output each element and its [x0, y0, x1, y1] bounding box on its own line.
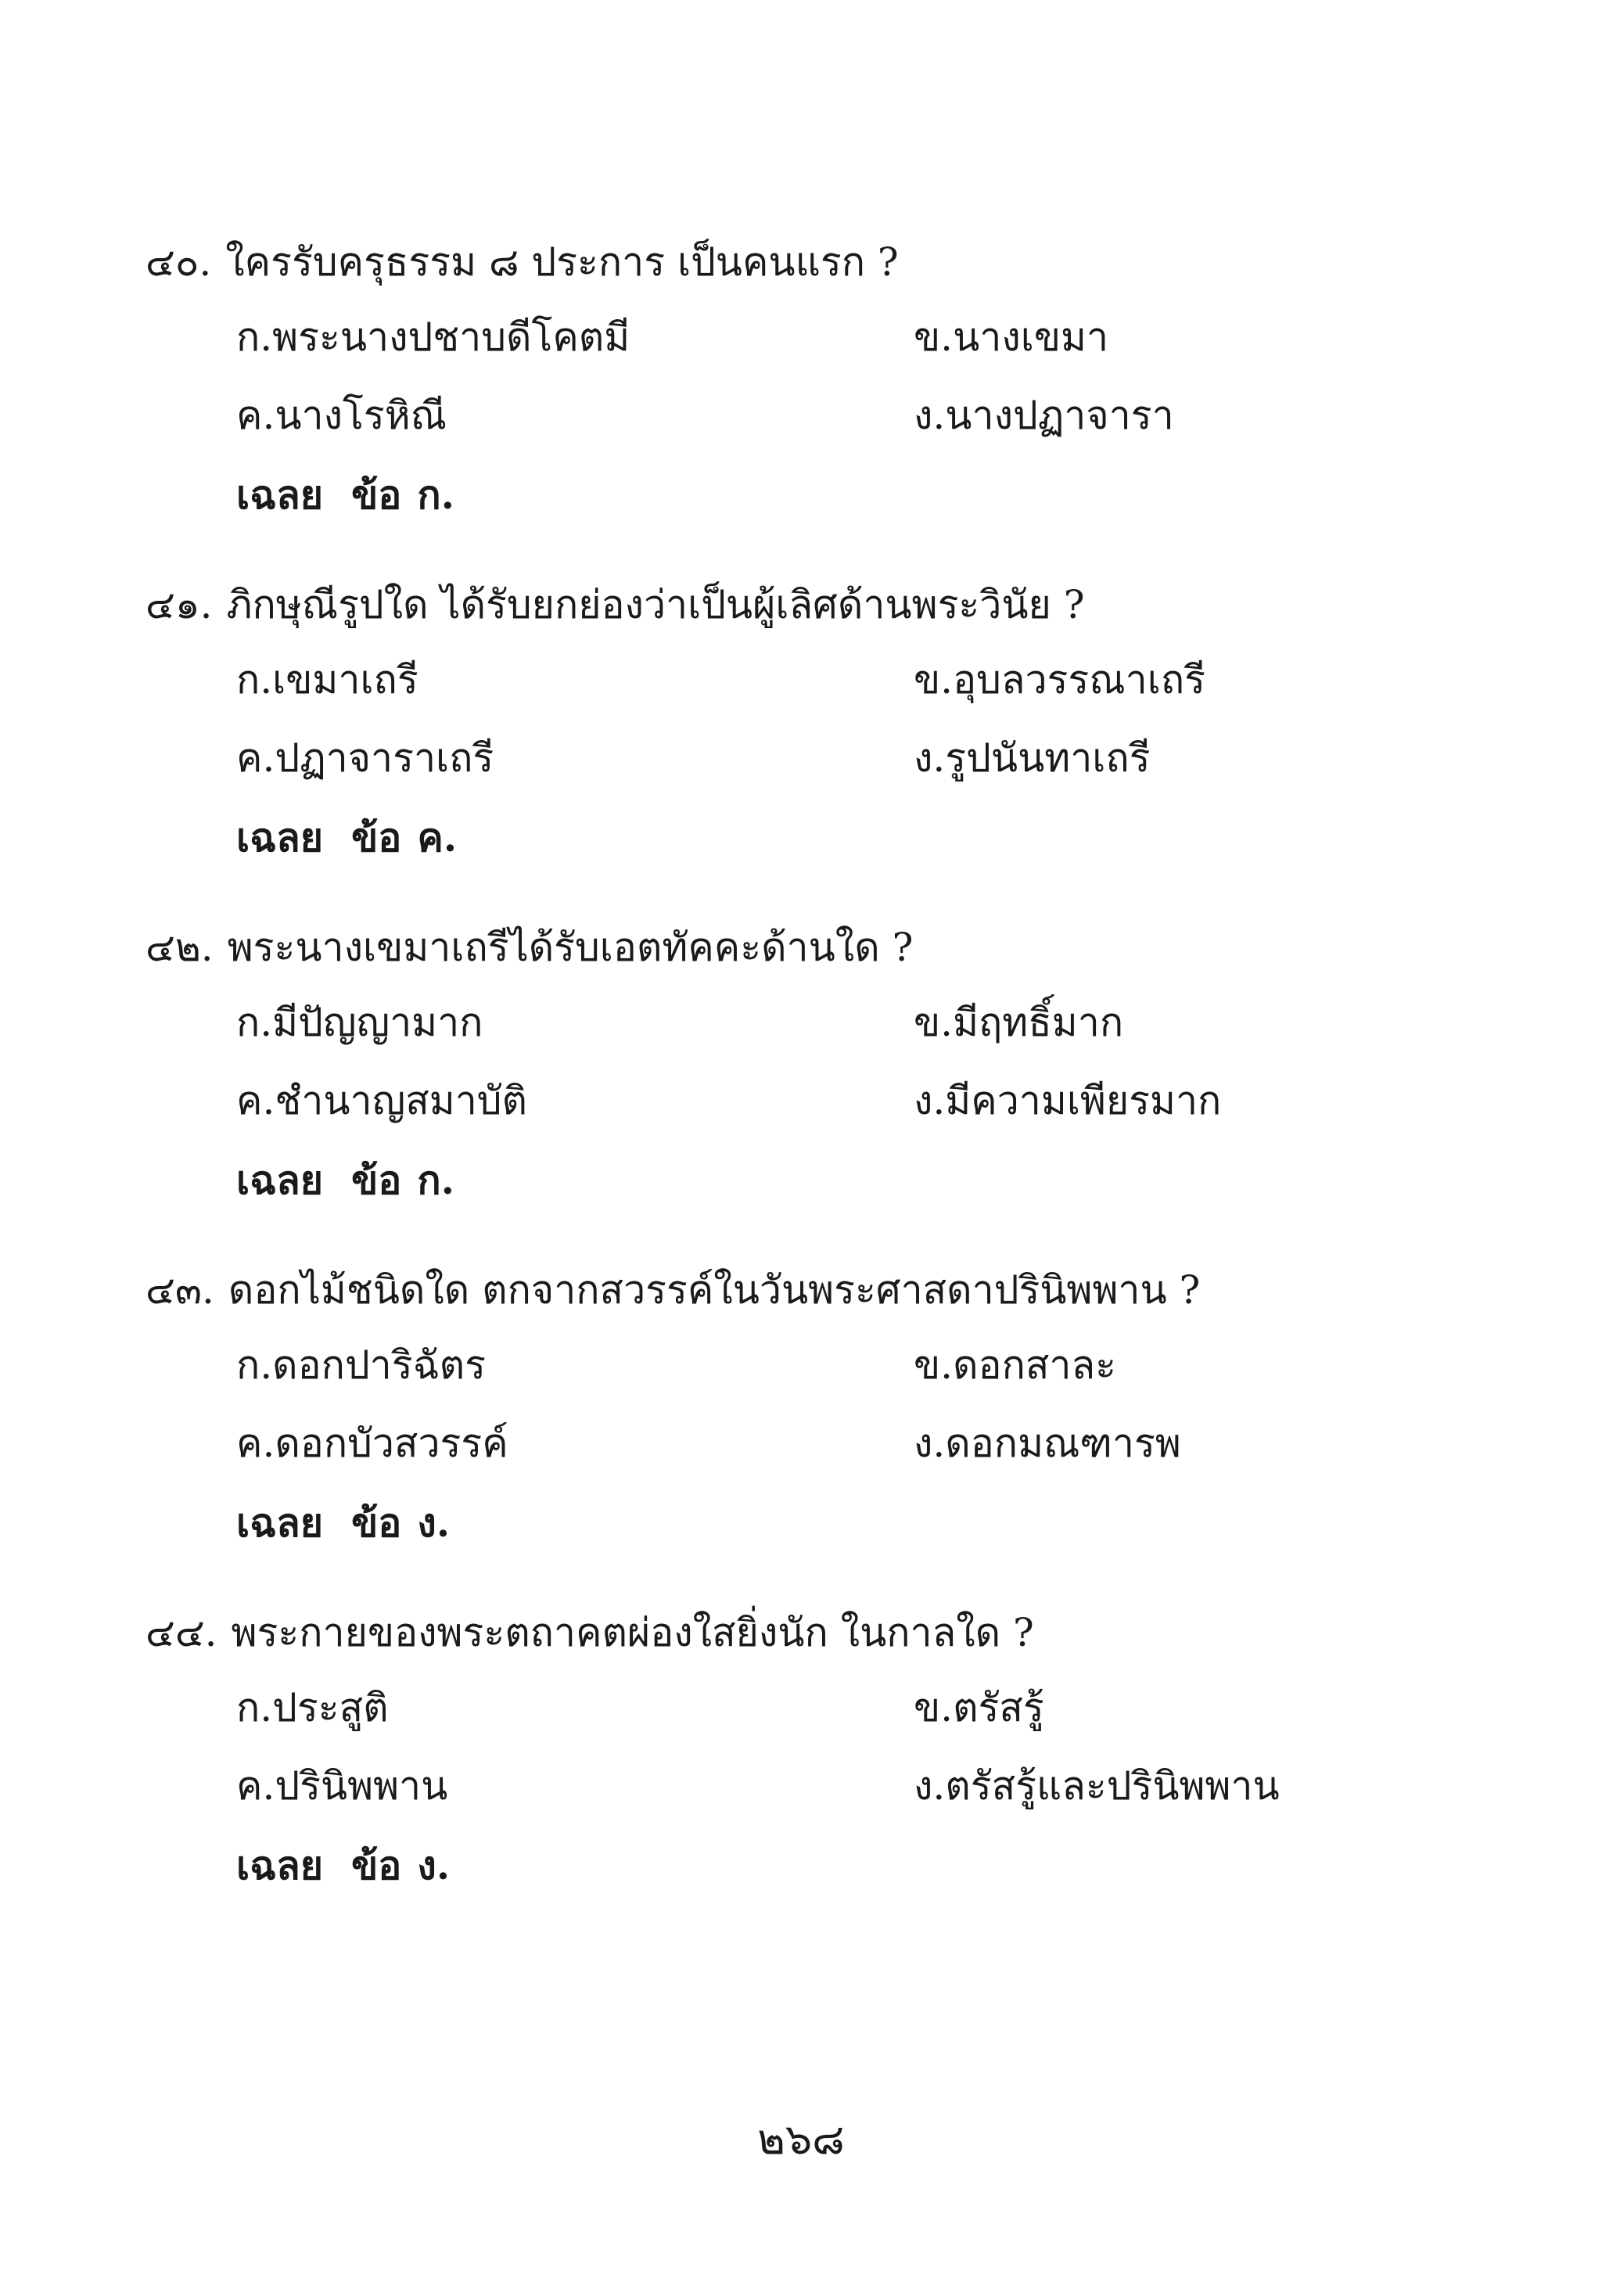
answer-word: ข้อ: [351, 1500, 402, 1546]
answer-word: ข้อ: [351, 814, 402, 861]
option-a: ก.พระนางปชาบดีโคตมี: [236, 314, 630, 360]
question-text: ภิกษุณีรูปใด ได้รับยกย่องว่าเป็นผู้เลิศด้านพระวินัย ?: [226, 582, 1085, 627]
option-d: ง.ตรัสรู้และปรินิพพาน: [914, 1763, 1280, 1809]
option-c: ค.ชำนาญสมาบัติ: [236, 1078, 527, 1123]
question-block-44: [0, 1605, 1602, 1918]
answer-word: ข้อ: [351, 1842, 402, 1888]
answer-label: เฉลย: [236, 814, 324, 861]
question-text: พระกายของพระตถาคตผ่องใสยิ่งนัก ในกาลใด ?: [231, 1610, 1034, 1655]
question-line: [145, 1263, 1200, 1317]
answer-line: [236, 1496, 450, 1550]
question-line: [145, 920, 913, 975]
answer-choice: ง.: [417, 1842, 451, 1888]
answer-choice: ง.: [417, 1500, 451, 1546]
option-b: ข.นางเขมา: [914, 314, 1109, 360]
answer-choice: ก.: [417, 472, 454, 518]
option-a: ก.ดอกปาริฉัตร: [236, 1342, 486, 1388]
answer-line: [236, 468, 454, 523]
question-text: ดอกไม้ชนิดใด ตกจากสวรรค์ในวันพระศาสดาปรินิพพาน ?: [228, 1267, 1201, 1313]
question-block-42: [0, 920, 1602, 1233]
answer-line: [236, 1153, 454, 1208]
option-b: ข.มีฤทธิ์มาก: [914, 1000, 1124, 1045]
answer-label: เฉลย: [236, 472, 324, 518]
answer-label: เฉลย: [236, 1500, 324, 1546]
page-number: ๒๖๘: [757, 2115, 845, 2164]
question-line: [145, 235, 899, 289]
option-d: ง.ดอกมณฑารพ: [914, 1421, 1181, 1466]
question-number: ๔๐.: [145, 239, 212, 285]
option-d: ง.นางปฏาจารา: [914, 393, 1174, 438]
answer-line: [236, 1838, 450, 1893]
question-text: ใครรับครุธรรม ๘ ประการ เป็นคนแรก ?: [225, 239, 899, 285]
answer-label: เฉลย: [236, 1157, 324, 1203]
answer-word: ข้อ: [351, 1157, 402, 1203]
answer-label: เฉลย: [236, 1842, 324, 1888]
question-text: พระนางเขมาเถรีได้รับเอตทัคคะด้านใด ?: [227, 925, 914, 970]
answer-word: ข้อ: [351, 472, 402, 518]
question-number: ๔๓.: [145, 1267, 214, 1313]
question-block-40: [0, 235, 1602, 548]
question-block-41: [0, 577, 1602, 890]
option-b: ข.ดอกสาละ: [914, 1342, 1116, 1388]
option-a: ก.เขมาเถรี: [236, 657, 418, 702]
option-c: ค.ปฏาจาราเถรี: [236, 735, 494, 781]
option-a: ก.มีปัญญามาก: [236, 1000, 483, 1045]
option-c: ค.ดอกบัวสวรรค์: [236, 1421, 508, 1466]
option-c: ค.ปรินิพพาน: [236, 1763, 448, 1809]
option-d: ง.รูปนันทาเถรี: [914, 735, 1151, 781]
option-d: ง.มีความเพียรมาก: [914, 1078, 1222, 1123]
answer-line: [236, 810, 457, 865]
question-number: ๔๔.: [145, 1610, 217, 1655]
question-number: ๔๒.: [145, 925, 214, 970]
option-a: ก.ประสูติ: [236, 1685, 389, 1730]
answer-choice: ก.: [417, 1157, 454, 1203]
option-b: ข.ตรัสรู้: [914, 1685, 1044, 1730]
question-line: [145, 577, 1085, 632]
question-block-43: [0, 1263, 1602, 1576]
answer-choice: ค.: [417, 814, 458, 861]
option-b: ข.อุบลวรรณาเถรี: [914, 657, 1205, 702]
option-c: ค.นางโรหิณี: [236, 393, 447, 438]
question-number: ๔๑.: [145, 582, 213, 627]
question-line: [145, 1605, 1034, 1660]
